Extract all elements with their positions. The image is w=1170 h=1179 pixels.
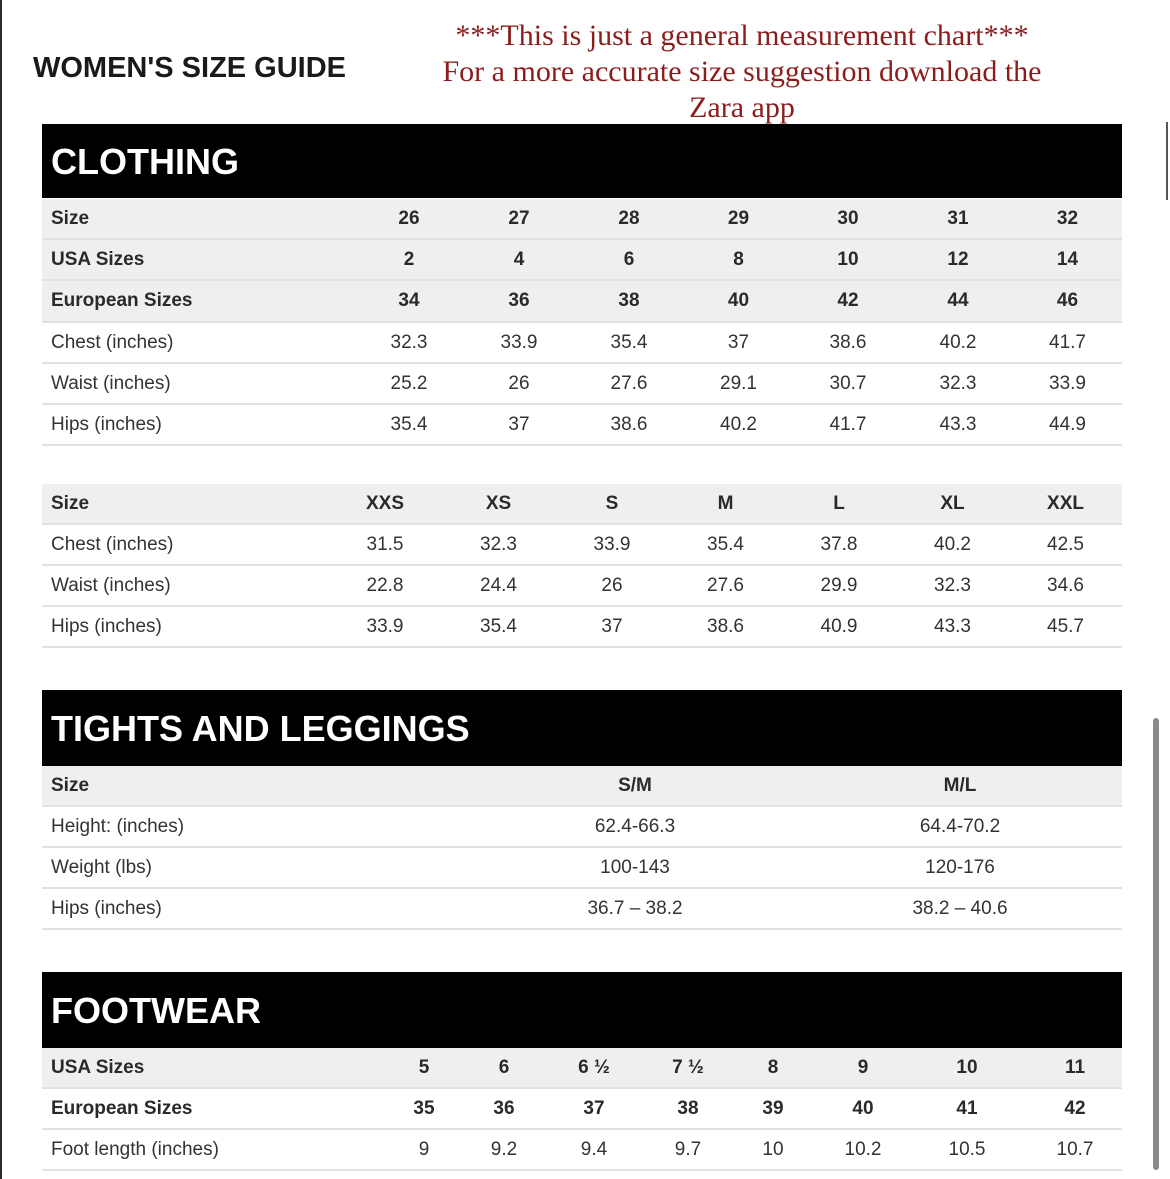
table-cell: 38.6 [793,322,903,363]
table-cell: 10.2 [820,1129,906,1170]
table-cell: L [782,484,896,524]
row-label: Hips (inches) [42,606,328,647]
table-cell: 40.2 [903,322,1013,363]
row-label: USA Sizes [42,1048,378,1088]
table-cell: 30.7 [793,363,903,404]
clothing-numeric-table [42,199,1122,446]
left-edge-rule [0,0,2,1179]
row-label: Height: (inches) [42,806,472,847]
table-row [42,280,1122,322]
table-cell: 8 [726,1048,820,1088]
table-cell: 35.4 [669,524,782,565]
table-cell: 9 [820,1048,906,1088]
table-cell: 33.9 [1013,363,1122,404]
table-cell: 32.3 [896,565,1009,606]
row-label: Chest (inches) [42,524,328,565]
table-cell: 10 [793,239,903,280]
footwear-table [42,1048,1122,1171]
table-cell: 9.7 [650,1129,726,1170]
table-cell: 28 [574,199,684,239]
table-cell: 9.4 [538,1129,650,1170]
table-row [42,606,1122,647]
table-cell: M [669,484,782,524]
table-cell: 8 [684,239,793,280]
table-cell: 37 [538,1088,650,1129]
table-cell: 32 [1013,199,1122,239]
table-cell: 36 [470,1088,538,1129]
row-label: Weight (lbs) [42,847,472,888]
table-cell: M/L [798,766,1122,806]
table-cell: 10.7 [1028,1129,1122,1170]
table-cell: 25.2 [354,363,464,404]
table-cell: 45.7 [1009,606,1122,647]
row-label: Chest (inches) [42,322,354,363]
table-cell: 41 [906,1088,1028,1129]
row-label: Size [42,199,354,239]
table-row [42,806,1122,847]
row-label: Hips (inches) [42,404,354,445]
tights-table [42,766,1122,930]
table-cell: 38.6 [574,404,684,445]
table-cell: 40.2 [896,524,1009,565]
table-cell: 35.4 [574,322,684,363]
table-cell: 10 [906,1048,1028,1088]
table-cell: 32.3 [354,322,464,363]
row-label: Hips (inches) [42,888,472,929]
table-cell: 11 [1028,1048,1122,1088]
note-line-2: For a more accurate size suggestion download the [442,55,1042,88]
table-cell: 12 [903,239,1013,280]
table-cell: 36.7 – 38.2 [472,888,798,929]
table-cell: 40.2 [684,404,793,445]
table-cell: 36 [464,280,574,322]
table-cell: 6 ½ [538,1048,650,1088]
table-row [42,363,1122,404]
table-cell: 43.3 [896,606,1009,647]
table-cell: 42.5 [1009,524,1122,565]
table-cell: 46 [1013,280,1122,322]
table-cell: 35.4 [354,404,464,445]
table-cell: S/M [472,766,798,806]
table-row [42,847,1122,888]
table-cell: 29 [684,199,793,239]
table-cell: XXL [1009,484,1122,524]
table-cell: 29.9 [782,565,896,606]
note-line-1: ***This is just a general measurement chart*** [455,19,1029,52]
table-cell: 26 [555,565,669,606]
tights-title: TIGHTS AND LEGGINGS [51,708,470,749]
table-cell: XXS [328,484,442,524]
row-label: Waist (inches) [42,565,328,606]
table-cell: 40 [684,280,793,322]
table-cell: 38 [574,280,684,322]
table-cell: 24.4 [442,565,555,606]
table-cell: 41.7 [1013,322,1122,363]
table-cell: 44 [903,280,1013,322]
table-cell: 39 [726,1088,820,1129]
table-cell: 9.2 [470,1129,538,1170]
note-line-3: Zara app [689,91,795,124]
table-row [42,524,1122,565]
table-cell: 6 [470,1048,538,1088]
table-cell: 34 [354,280,464,322]
table-cell: XS [442,484,555,524]
scrollbar-thumb[interactable] [1153,718,1159,1170]
row-label: Size [42,766,472,806]
table-cell: 38 [650,1088,726,1129]
row-label: USA Sizes [42,239,354,280]
table-cell: 14 [1013,239,1122,280]
table-row [42,888,1122,929]
table-row [42,199,1122,239]
table-cell: 27 [464,199,574,239]
table-cell: XL [896,484,1009,524]
table-cell: 38.2 – 40.6 [798,888,1122,929]
table-cell: 32.3 [903,363,1013,404]
table-cell: 33.9 [328,606,442,647]
table-cell: 26 [354,199,464,239]
table-cell: 10 [726,1129,820,1170]
table-row [42,404,1122,445]
row-label: European Sizes [42,280,354,322]
table-cell: 37.8 [782,524,896,565]
table-cell: 37 [684,322,793,363]
table-row [42,484,1122,524]
table-cell: 26 [464,363,574,404]
table-cell: 44.9 [1013,404,1122,445]
table-cell: 30 [793,199,903,239]
table-cell: 100-143 [472,847,798,888]
table-cell: 7 ½ [650,1048,726,1088]
table-cell: 5 [378,1048,470,1088]
table-cell: 64.4-70.2 [798,806,1122,847]
table-cell: 22.8 [328,565,442,606]
table-cell: 33.9 [555,524,669,565]
table-cell: 27.6 [574,363,684,404]
row-label: European Sizes [42,1088,378,1129]
table-cell: 32.3 [442,524,555,565]
table-cell: 37 [464,404,574,445]
table-cell: 33.9 [464,322,574,363]
table-cell: 31.5 [328,524,442,565]
guide-title: WOMEN'S SIZE GUIDE [33,52,347,84]
table-cell: 10.5 [906,1129,1028,1170]
footwear-banner [42,972,1122,1048]
table-cell: 2 [354,239,464,280]
table-cell: 62.4-66.3 [472,806,798,847]
table-cell: 42 [1028,1088,1122,1129]
footwear-title: FOOTWEAR [51,990,261,1031]
table-cell: 4 [464,239,574,280]
clothing-title: CLOTHING [51,141,239,182]
table-cell: 37 [555,606,669,647]
table-cell: 35.4 [442,606,555,647]
table-row [42,1048,1122,1088]
table-cell: 40.9 [782,606,896,647]
table-row [42,1088,1122,1129]
right-edge-mark [1166,122,1168,200]
table-cell: 43.3 [903,404,1013,445]
table-cell: 27.6 [669,565,782,606]
row-label: Size [42,484,328,524]
table-cell: 9 [378,1129,470,1170]
table-cell: 6 [574,239,684,280]
table-cell: 34.6 [1009,565,1122,606]
table-row [42,766,1122,806]
row-label: Foot length (inches) [42,1129,378,1170]
measurement-note [392,18,1092,126]
table-cell: 120-176 [798,847,1122,888]
tights-banner [42,690,1122,766]
table-cell: 40 [820,1088,906,1129]
table-cell: 42 [793,280,903,322]
table-row [42,1129,1122,1170]
table-cell: 41.7 [793,404,903,445]
row-label: Waist (inches) [42,363,354,404]
table-cell: 35 [378,1088,470,1129]
table-cell: 29.1 [684,363,793,404]
table-row [42,565,1122,606]
table-cell: S [555,484,669,524]
table-cell: 38.6 [669,606,782,647]
clothing-letter-table [42,484,1122,648]
clothing-banner [42,124,1122,198]
table-row [42,239,1122,280]
table-row [42,322,1122,363]
table-cell: 31 [903,199,1013,239]
